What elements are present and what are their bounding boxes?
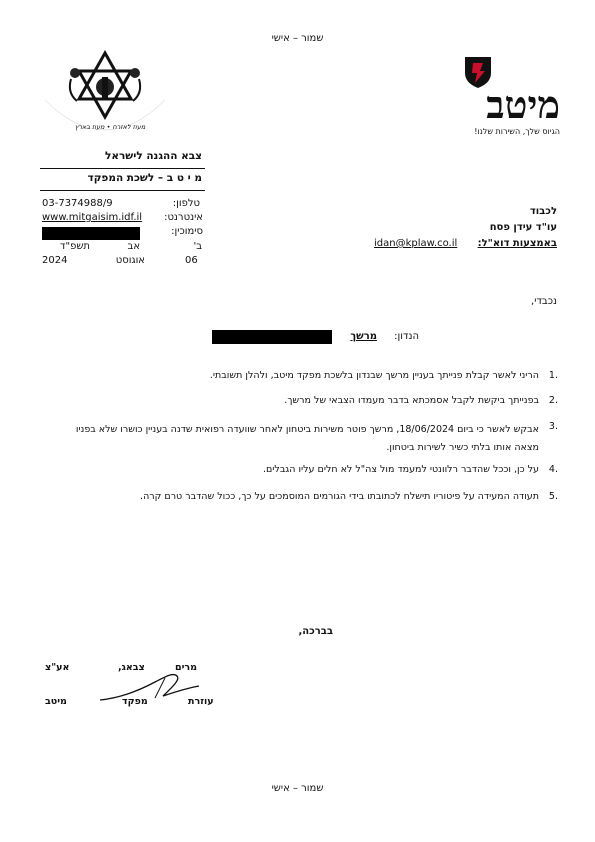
emblem-ring-text: מעוז לאזרח • מעוז בארץ (74, 123, 146, 131)
hebrew-date-day: ב' (193, 241, 202, 252)
item-text: אבקש לאשר כי ביום 18/06/2024, מרשך פוטר משירות ביטחון לאחר שוועדה רפואית שדנה בעניין כושרו שלא בפניו מצאה אותו בלתי כשיר לשירות ביטחון. (75, 424, 539, 454)
redaction-block-subject (212, 330, 332, 344)
subject-name: מרשך (350, 331, 377, 342)
mitav-logo (430, 55, 560, 140)
internet-label: אינטרנט: (164, 212, 203, 223)
item-text: הריני לאשר קבלת פנייתך בעניין מרשך שבנדון בלשכת מפקד מיטב, ולהלן תשובתי. (209, 370, 539, 381)
list-item (58, 421, 558, 461)
greg-date-month: אוגוסט (115, 255, 145, 266)
hebrew-date-year: תשפ"ד (60, 241, 90, 252)
classification-footer: שמור – אישי (271, 783, 324, 794)
signatory-role-2: מפקד (122, 696, 148, 707)
item-number: 3. (548, 421, 558, 432)
greg-date-day: 06 (185, 255, 198, 266)
item-number: 1. (548, 370, 558, 381)
reference-label: סימוכין: (171, 226, 203, 237)
classification-header: שמור – אישי (271, 33, 324, 44)
recipient-name: עו"ד עידן פסח (489, 222, 557, 233)
signatory-role-1: עוזרת (188, 696, 214, 707)
unit-line-1: צבא ההגנה לישראל (104, 150, 202, 162)
greg-date-year: 2024 (42, 255, 68, 266)
unit-line-2: מ י ט ב – לשכת המפקד (87, 172, 202, 184)
hebrew-date-month: אב (127, 241, 140, 252)
phone-label: טלפון: (172, 198, 200, 209)
signatory-surname: צבאג, (118, 662, 145, 673)
logo-name: מיטב (486, 82, 560, 127)
list-item (58, 370, 558, 390)
list-item (58, 464, 558, 484)
list-item (58, 395, 558, 415)
unit-divider-top (40, 168, 205, 169)
item-text: על כן, וככל שהדבר רלוונטי למעמד מול צה"ל לא חלים עליו הגבלים. (262, 464, 539, 475)
item-number: 5. (548, 491, 558, 502)
signatory-rank: אע"צ (45, 662, 70, 673)
closing: בברכה, (298, 626, 333, 637)
signatory-name: מרים (175, 662, 198, 673)
item-text: תעודה המעידה על פיטוריו תישלח לכתובתו בידי הגורמים המוסמכים על כך, ככול שהדבר טרם קרה. (140, 491, 539, 502)
list-item (58, 491, 558, 511)
unit-divider-bottom (40, 190, 205, 191)
signatory-role-3: מיטב (45, 696, 67, 707)
to-label: לכבוד (529, 206, 557, 217)
idf-emblem (35, 45, 175, 145)
via-email-label: באמצעות דוא"ל: (477, 238, 557, 249)
salutation: נכבדי, (531, 296, 557, 307)
item-text: בפנייתך ביקשת לקבל אסמכתא בדבר מעמדו הצבאי של מרשך. (284, 395, 539, 406)
recipient-email[interactable]: idan@kplaw.co.il (374, 238, 458, 249)
logo-tagline: הגיוס שלך, השירות שלנו! (474, 127, 560, 136)
phone-value: 03-7374988/9 (42, 198, 113, 209)
internet-link[interactable]: www.mitgaisim.idf.il (42, 212, 143, 223)
item-number: 2. (548, 395, 558, 406)
redaction-block-reference (42, 227, 140, 240)
subject-label: הנדון: (394, 331, 419, 342)
item-number: 4. (548, 464, 558, 475)
